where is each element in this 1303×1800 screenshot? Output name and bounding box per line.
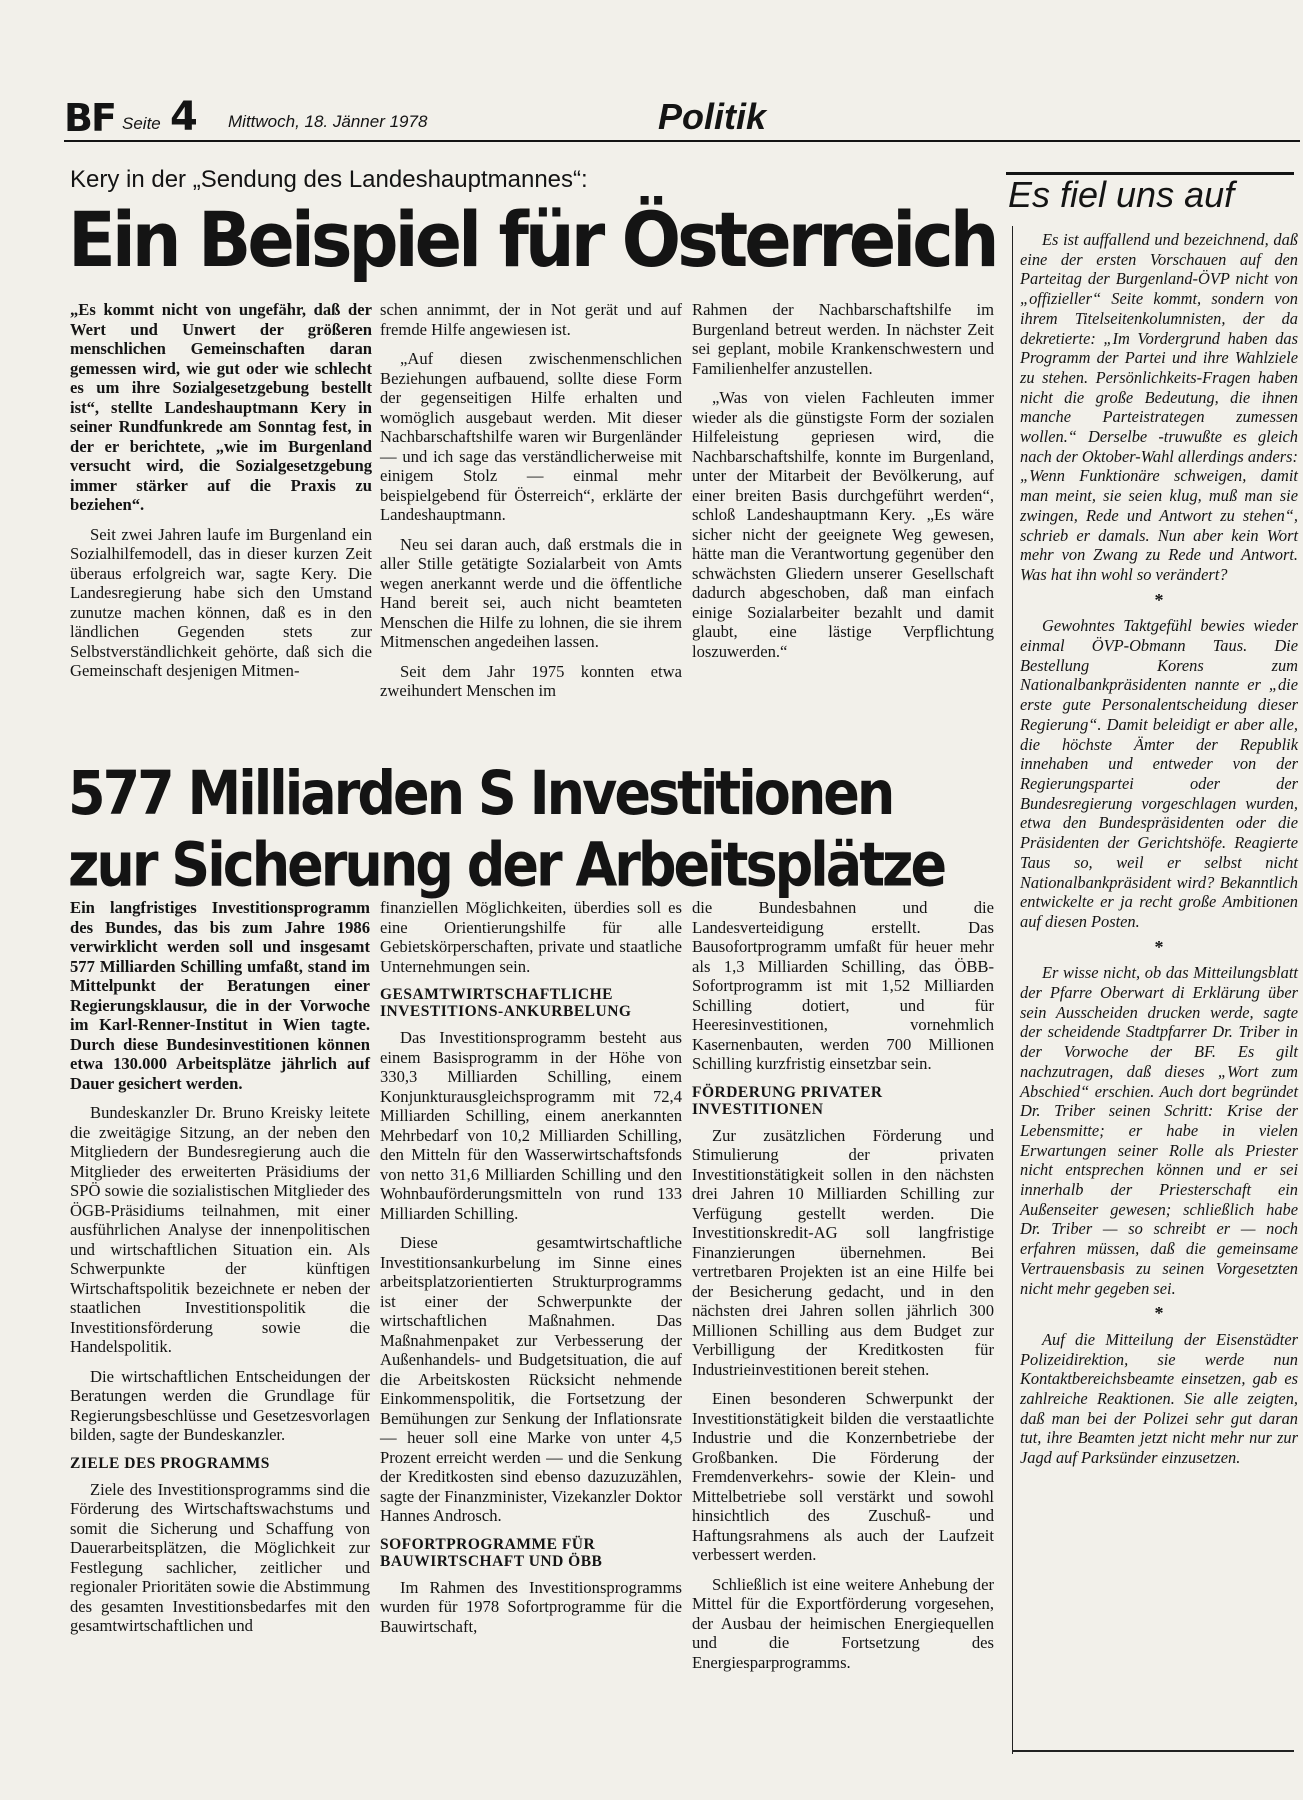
article1-headline: Ein Beispiel für Österreich <box>68 196 996 285</box>
article2-paragraph: Einen besonderen Schwerpunkt der Investitionstätigkeit bilden die verstaatlichte Industrie und die Konzernbetriebe der Großbanken. Die Förderung der Fremdenverkehrs- sowie der Klein- und Mittelbetriebe soll verstärkt und sowohl hinsichtlich des Zuschuß- und Haftungsrahmens als auch der Laufzeit verbessert werden. <box>692 1389 994 1564</box>
masthead-logo: BF <box>64 96 115 140</box>
sidebar-item: Auf die Mitteilung der Eisenstädter Polizeidirektion, sie werde nun Kontaktbereichsbeamte einsetzen, gab es zahlreiche Reaktionen. Sie alle zeigten, daß man bei der Polizei sehr gut daran tut, ihre Beamten jetzt nicht mehr nur zur Jagd auf Parksünder einzusetzen. <box>1020 1329 1298 1468</box>
article1-paragraph: Seit dem Jahr 1975 konnten etwa zweihundert Menschen im <box>380 661 682 700</box>
sidebar-bottom-rule <box>1012 1750 1294 1752</box>
article2-column-3 <box>692 898 994 1682</box>
article2-headline <box>68 758 944 901</box>
article1-paragraph: Neu sei daran auch, daß erstmals die in aller Stille getätigte Sozialarbeit von Amts wegen anerkannt werde und die öffentliche Hand bereit sei, auch nicht beamteten Menschen die Hilfe zu lohnen, die sie ihrem Mitmenschen angedeihen lassen. <box>380 534 682 651</box>
article2-lead: Ein langfristiges Investitionsprogramm des Bundes, das bis zum Jahre 1986 verwirklicht werden soll und insgesamt 577 Milliarden Schilling umfaßt, stand im Mittelpunkt der Beratungen einer Regierungsklausur, die in der Vorwoche im Karl-Renner-Institut in Wien tagte. Durch diese Bundesinvestitionen können etwa 130.000 Arbeitsplätze jährlich auf Dauer gesichert werden. <box>70 898 370 1093</box>
article2-subheading: FÖRDERUNG PRIVATER INVESTITIONEN <box>692 1083 883 1118</box>
article1-paragraph: schen annimmt, der in Not gerät und auf fremde Hilfe angewiesen ist. <box>380 300 682 339</box>
article2-paragraph: finanziellen Möglichkeiten, überdies soll es eine Orientierungshilfe für alle Gebietskörperschaften, private und staatliche Unternehmungen sein. <box>380 898 682 976</box>
article2-paragraph: Zur zusätzlichen Förderung und Stimulierung der privaten Investitionstätigkeit sollen in den nächsten drei Jahren 10 Milliarden Schilling zur Verfügung gestellt werden. Die Investitionskredit-AG soll langfristige Finanzierungen übernehmen. Bei vertretbaren Projekten ist an eine Hilfe bei der Besicherung gedacht, und in den nächsten drei Jahren sollen jährlich 300 Millionen Schilling aus dem Budget zur Verbilligung der Kreditkosten für Industrieinvestitionen bereit stehen. <box>692 1125 994 1379</box>
page-label: Seite <box>122 114 161 133</box>
article1-paragraph: „Auf diesen zwischenmenschlichen Beziehungen aufbauend, sollte diese Form der gegenseitigen Hilfe erhalten und womöglich ausgebaut werden. Mit dieser Nachbarschaftshilfe waren wir Burgenländer — und ich sage das verständlicherweise mit einigem Stolz — einmal mehr beispielgebend für Österreich“, erklärte der Landeshauptmann. <box>380 349 682 524</box>
article2-headline-line-2: zur Sicherung der Arbeitsplätze <box>68 829 945 901</box>
article1-paragraph: Seit zwei Jahren laufe im Burgenland ein Sozialhilfemodell, das in dieser kurzen Zeit überaus erfolgreich war, sagte Kery. Die Landesregierung habe sich den Umstand zunutze machen können, daß es in den ländlichen Gegenden stets zur Selbstverständlichkeit gehörte, daß sich die Gemeinschaft desjenigen Mitmen- <box>70 524 372 680</box>
article2-paragraph: Im Rahmen des Investitionsprogramms wurden für 1978 Sofortprogramme für die Bauwirtschaft, <box>380 1577 682 1636</box>
article1-paragraph: „Was von vielen Fachleuten immer wieder als die günstigste Form der sozialen Hilfeleistung gepriesen wird, die Nachbarschaftshilfe, konnte im Burgenland, unter der Mitarbeit der Bevölkerung, auf einer breiten Basis durchgeführt werden“, schloß Landeshauptmann Kery. „Es wäre sicher nicht der geeignete Weg gewesen, hätte man die Verantwortung gegenüber den schwächsten Gliedern unserer Gesellschaft dadurch abgeschoben, daß man einfach einige Sozialarbeiter bezahlt und damit glaubt, eine lästige Verpflichtung loszuwerden.“ <box>692 388 994 661</box>
article2-headline-line-1: 577 Milliarden S Investitionen <box>68 758 893 829</box>
separator-star: * <box>1154 589 1164 610</box>
article2-column-2 <box>380 898 682 1646</box>
article2-paragraph: Die wirtschaftlichen Entscheidungen der Beratungen werden die Grundlage für Regierungsbeschlüsse und Gesetzesvorlagen bilden, sagte der Bundeskanzler. <box>70 1366 370 1444</box>
sidebar-item: Gewohntes Taktgefühl bewies wieder einmal ÖVP-Obmann Taus. Die Bestellung Korens zum Nationalbankpräsidenten nannte er „die erste gute Personalentscheidung dieser Regierung“. Damit beleidigt er aber alle, die höchste Ämter der Republik innehaben und entweder von der Regierungspartei oder der Bundesregierung vorgeschlagen wurden, etwa den Bundespräsidenten oder die Präsidenten der Gerichtshöfe. Reagierte Taus so, weil er selbst nicht Nationalbankpräsident wird? Bekanntlich entwickelte er ja recht große Ambitionen auf diesen Posten. <box>1020 616 1298 931</box>
article2-paragraph: Das Investitionsprogramm besteht aus einem Basisprogramm in der Höhe von 330,3 Milliarden Schilling, einem Konjunkturausgleichsprogramm mit 72,4 Milliarden Schilling, einem anerkannten Mehrbedarf von 10,2 Milliarden Schilling, den Mitteln für den Wasserwirtschaftsfonds von netto 31,6 Milliarden Schilling und den Wohnbauförderungsmitteln von rund 133 Milliarden Schilling. <box>380 1028 682 1223</box>
masthead <box>64 96 1300 144</box>
article1-column-3 <box>692 300 994 671</box>
sidebar-column <box>1006 172 1298 1754</box>
page-number: 4 <box>170 94 198 140</box>
issue-date: Mittwoch, 18. Jänner 1978 <box>228 112 428 131</box>
article1-kicker: Kery in der „Sendung des Landeshauptmannes“: <box>70 166 588 193</box>
article2-paragraph: Schließlich ist eine weitere Anhebung der Mittel für die Exportförderung vorgesehen, der Ausbau der heimischen Energiequellen und die Fortsetzung des Energiesparprogramms. <box>692 1574 994 1672</box>
article1-lead: „Es kommt nicht von ungefähr, daß der Wert und Unwert der größeren menschlichen Gemeinschaften daran gemessen wird, wie gut oder wie schlecht es um ihre Sozialgesetzgebung bestellt ist“, stellte Landeshauptmann Kery in seiner Rundfunkrede am Sonntag fest, in der er berichtete, „wie im Burgenland versucht wird, die Sozialgesetzgebung immer stärker auf die Praxis zu beziehen“. <box>70 300 372 514</box>
article1-column-1 <box>70 300 372 691</box>
sidebar-item: Er wisse nicht, ob das Mitteilungsblatt der Pfarre Oberwart di Erklärung über sein Ausscheiden drucken werde, sagte der scheidende Stadtpfarrer Dr. Triber in der Vorwoche der BF. Es gilt nachzutragen, daß dieses „Wort zum Abschied“ erschien. Auch dort begründet Dr. Triber seinen Schritt: Krise der Lebensmitte; er habe in vielen Erwartungen seiner Rolle als Priester nicht entsprechen können und er sei innerhalb der Priesterschaft ein Außenseiter gewesen; schließlich habe Dr. Triber — so schreibt er — noch erfahren müssen, daß die gemeinsame Vertrauensbasis zu seinen Vorgesetzten nicht mehr gegeben sei. <box>1020 963 1298 1298</box>
article2-subheading: GESAMTWIRTSCHAFTLICHE INVESTITIONS-ANKURBELUNG <box>380 986 632 1020</box>
article1-paragraph: Rahmen der Nachbarschaftshilfe im Burgenland betreut werden. In nächster Zeit sei geplant, mobile Krankenschwestern und Familienhelfer anzustellen. <box>692 300 994 378</box>
separator-star: * <box>1154 936 1164 957</box>
section-title: Politik <box>658 96 767 137</box>
article2-paragraph: Bundeskanzler Dr. Bruno Kreisky leitete die zweitägige Sitzung, an der neben den Mitgliedern der Bundesregierung auch die Mitglieder des erweiterten Präsidiums der SPÖ sowie die sozialistischen Mitglieder des ÖGB-Präsidiums teilnahmen, mit einer ausführlichen Analyse der innenpolitischen und wirtschaftlichen Situation ein. Als Schwerpunkte der künftigen Wirtschaftspolitik bezeichnete er neben der staatlichen Investitionspolitik die Investitionsförderung sowie die Handelspolitik. <box>70 1103 370 1356</box>
article2-paragraph: Diese gesamtwirtschaftliche Investitionsankurbelung im Sinne eines arbeitsplatzorientierten Strukturprogramms ist einer der Schwerpunkte der wirtschaftlichen Maßnahmen. Das Maßnahmenpaket zur Verbesserung der Außenhandels- und Budgetsituation, die auf die Arbeitskosten Rücksicht nehmende Einkommenspolitik, die Fortsetzung der Bemühungen zur Senkung der Inflationsrate — heuer soll eine Marke von unter 4,5 Prozent erreicht werden — und die Senkung der Kreditkosten sind ebenso dazuzuzählen, sagte der Finanzminister, Vizekanzler Doktor Hannes Androsch. <box>380 1233 682 1525</box>
article2-column-1 <box>70 898 370 1646</box>
article2-subheading: SOFORTPROGRAMME FÜR BAUWIRTSCHAFT UND ÖBB <box>380 1535 603 1570</box>
masthead-rule <box>64 140 1300 142</box>
article2-subheading: ZIELE DES PROGRAMMS <box>70 1454 270 1472</box>
separator-star: * <box>1154 1303 1164 1324</box>
sidebar-item: Es ist auffallend und bezeichnend, daß eine der ersten Vorschauen auf den Parteitag der Burgenland-ÖVP nicht von „offizieller“ Seite kommt, sondern von ihrem Titelseitenkolumnisten, der da dekretierte: „Im Vordergrund haben das Programm der Partei und ihre Wahlziele zu stehen. Persönlichkeits-Fragen haben nicht die große Bedeutung, die ihnen manche Parteistrategen zumessen wollen.“ Derselbe -truwußte es gleich nach der Oktober-Wahl allerdings anders: „Wenn Funktionäre schweigen, damit man meint, sie seien klug, muß man sie zwingen, Rede und Antwort zu stehen“, schrieb er damals. Nun aber kein Wort mehr von Zwang zu Rede und Antwort. Was hat ihn wohl so verändert? <box>1020 230 1298 584</box>
article2-paragraph: die Bundesbahnen und die Landesverteidigung erstellt. Das Bausofortprogramm umfaßt für heuer mehr als 1,3 Milliarden Schilling, das ÖBB-Sofortprogramm ist mit 1,52 Milliarden Schilling dotiert, und für Heeresinvestitionen, vornehmlich Kasernenbauten, werden 700 Millionen Schilling kurzfristig einsetzbar sein. <box>692 898 994 1073</box>
sidebar-title: Es fiel uns auf <box>1008 174 1235 215</box>
sidebar-text <box>1020 230 1298 1474</box>
article1-column-2 <box>380 300 682 711</box>
article2-paragraph: Ziele des Investitionsprogramms sind die Förderung des Wirtschaftswachstums und somit die Sicherung und Schaffung von Dauerarbeitsplätzen, die Möglichkeit zur Festlegung sachlicher, zeitlicher und regionaler Prioritäten sowie die Abstimmung des gesamten Investitionsbedarfes mit den gesamtwirtschaftlichen und <box>70 1479 370 1635</box>
